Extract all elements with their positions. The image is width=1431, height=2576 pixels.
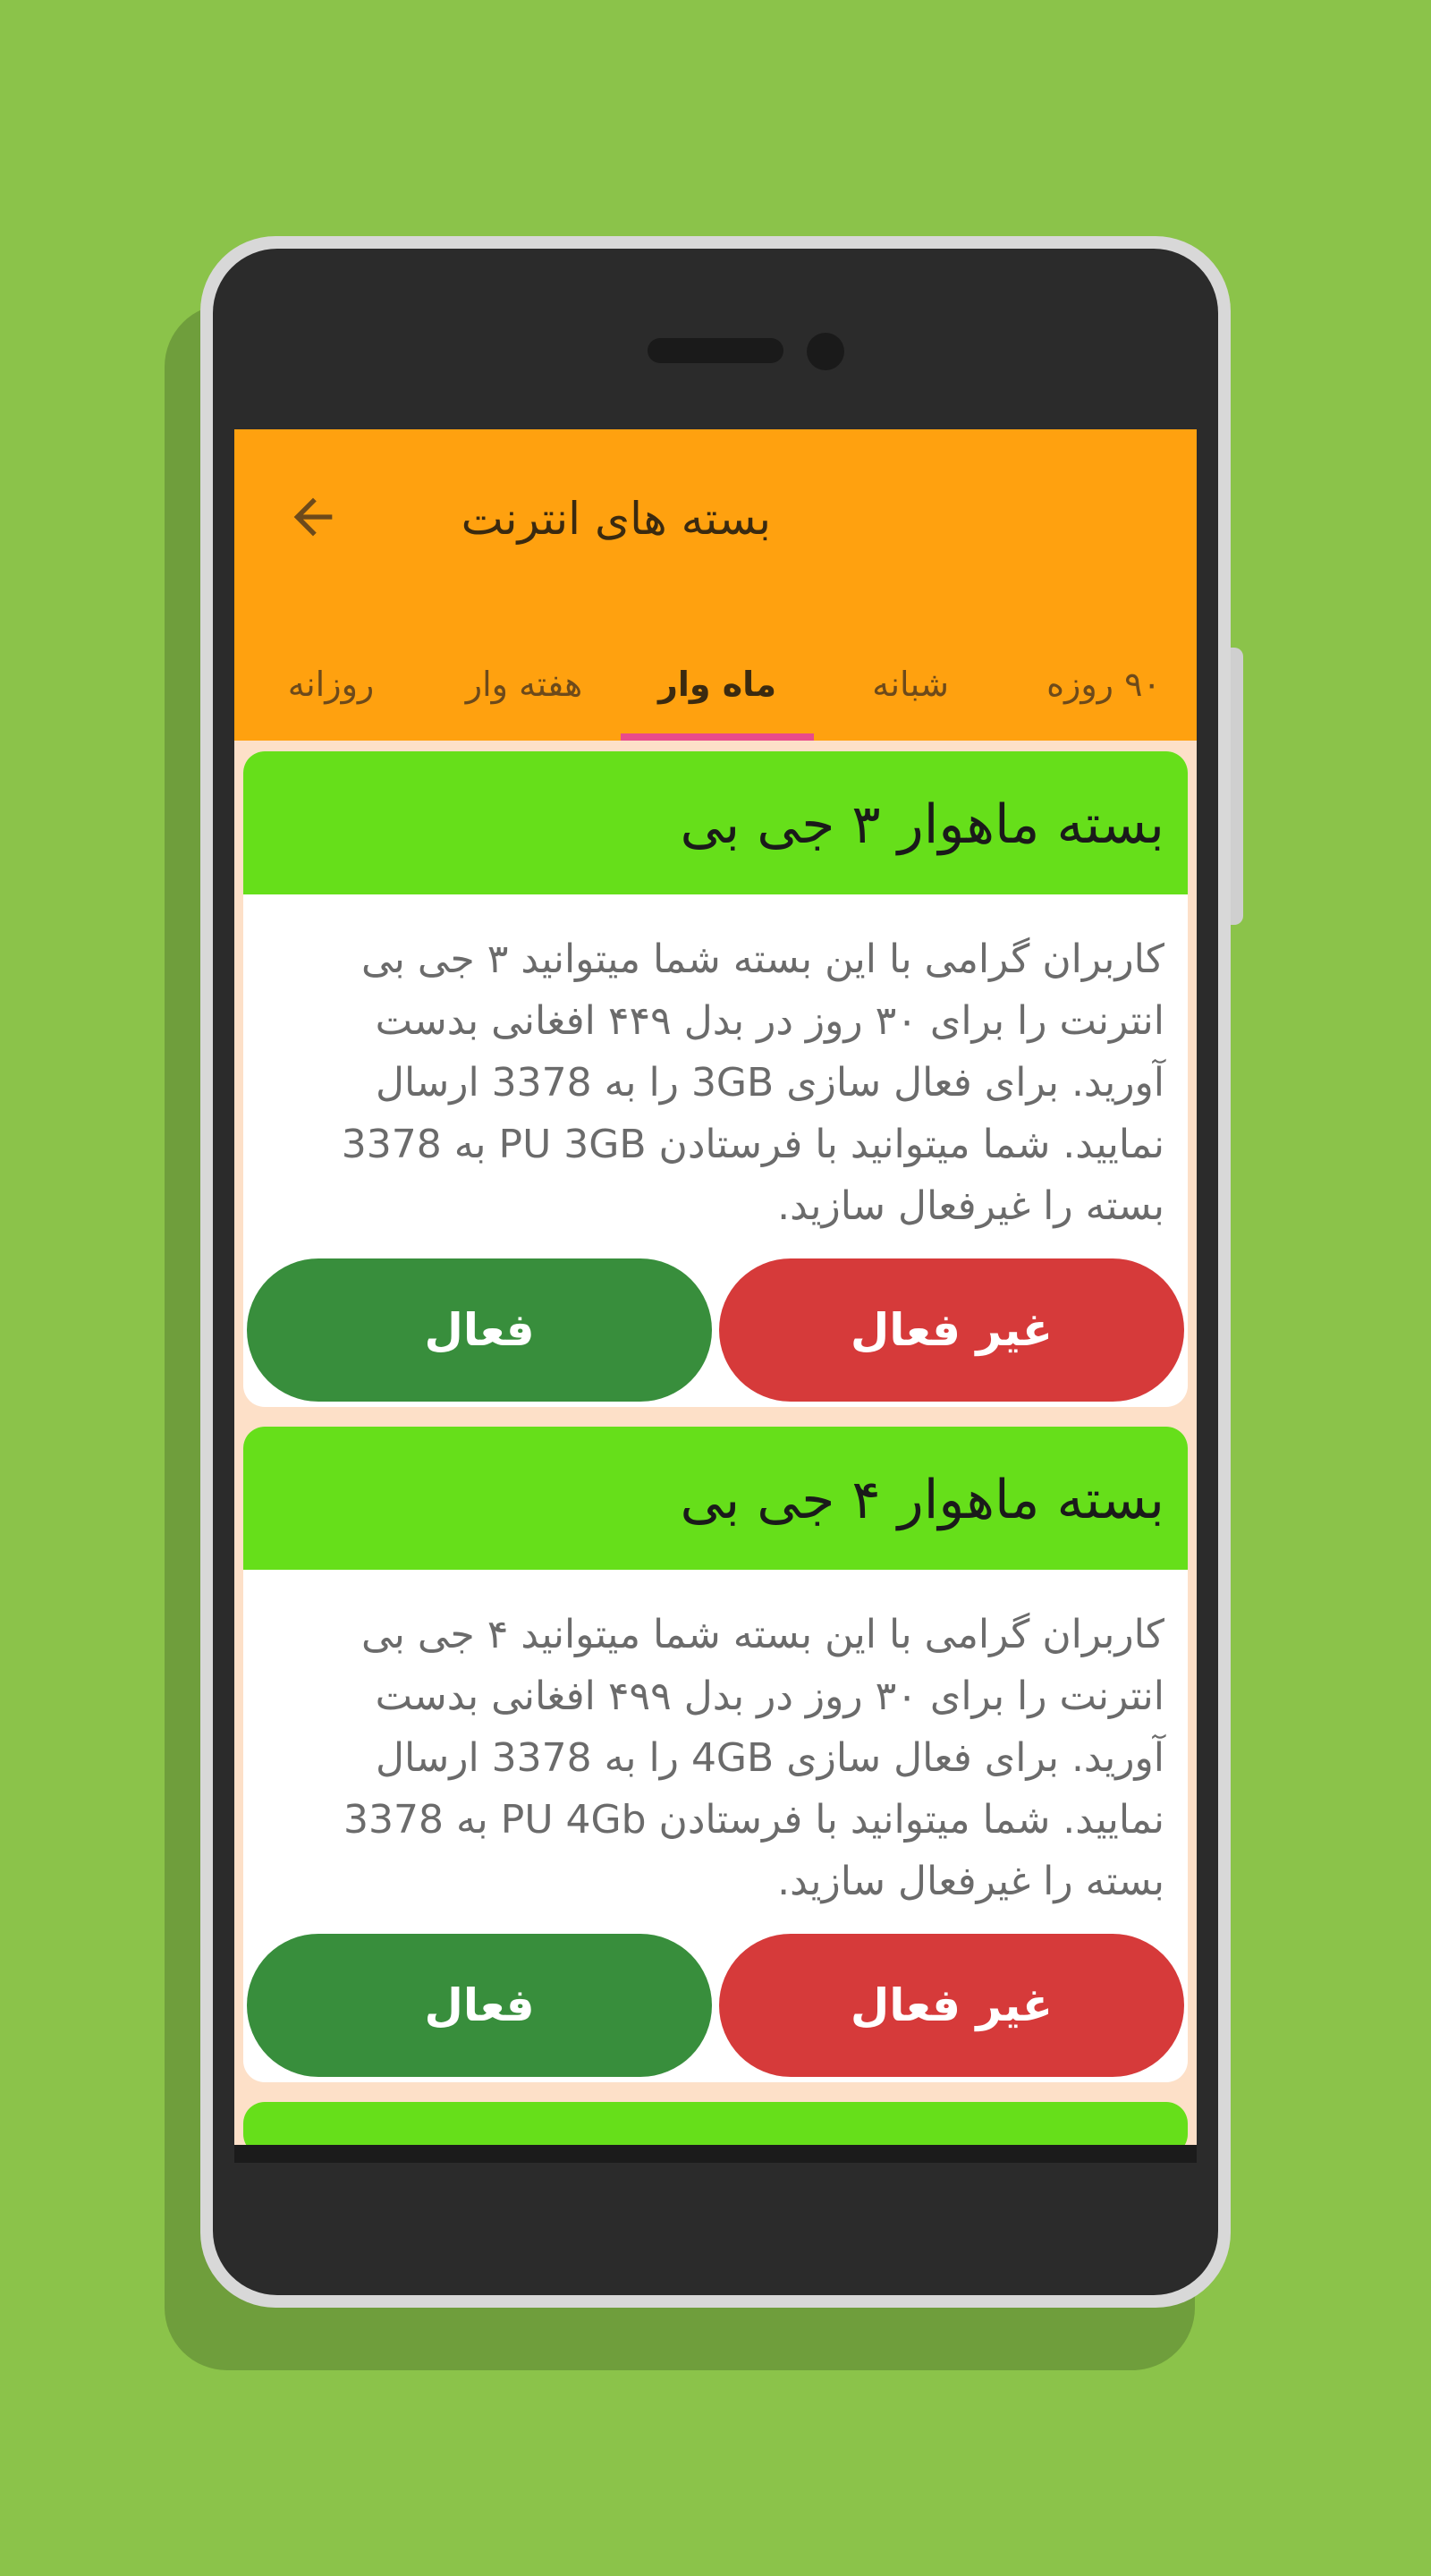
phone-frame [200,236,1231,2308]
tab-weekly[interactable]: هفته وار [465,665,583,704]
tab-nightly[interactable]: شبانه [872,665,949,704]
tab-daily[interactable]: روزانه [287,665,375,704]
deactivate-button[interactable]: غیر فعال [719,1258,1184,1402]
package-actions [243,1934,1188,2082]
app-display [234,429,1197,2145]
phone-body [213,249,1218,2295]
speaker-grille [648,338,783,363]
arrow-left-icon [284,488,342,546]
package-title: بسته ماهوار ۴ جی بی [243,1427,1188,1570]
package-title-partial [243,2102,1188,2145]
package-description: کاربران گرامی با این بسته شما میتوانید ۴ جی بی انترنت را برای ۳۰ روز در بدل ۴۹۹ افغانی بدست آورید. برای فعال سازی 4GB را به 3378 ارسال نمایید. شما میتوانید با فرستادن PU 4Gb به 3378 بسته را غیرفعال سازید. [343,1612,1164,1904]
deactivate-button[interactable]: غیر فعال [719,1934,1184,2077]
tab-90-day[interactable]: ۹۰ روزه [1046,665,1161,704]
page-title: بسته های انترنت [461,493,771,545]
package-card [243,1427,1188,2082]
power-button [1231,648,1243,925]
package-title: بسته ماهوار ۳ جی بی [243,751,1188,894]
package-card-partial [243,2102,1188,2145]
package-description: کاربران گرامی با این بسته شما میتوانید ۳ جی بی انترنت را برای ۳۰ روز در بدل ۴۴۹ افغانی بدست آورید. برای فعال سازی 3GB را به 3378 ارسال نمایید. شما میتوانید با فرستادن PU 3GB به 3378 بسته را غیرفعال سازید. [341,936,1164,1229]
activate-button[interactable]: فعال [247,1258,712,1402]
front-camera [807,333,844,370]
back-button[interactable] [277,481,349,553]
tab-monthly[interactable]: ماه وار [621,635,814,741]
screen [234,429,1197,2163]
tab-bar [234,635,1197,741]
package-card [243,751,1188,1407]
package-list [234,741,1197,2145]
app-bar [234,429,1197,741]
activate-button[interactable]: فعال [247,1934,712,2077]
package-actions [243,1258,1188,1407]
